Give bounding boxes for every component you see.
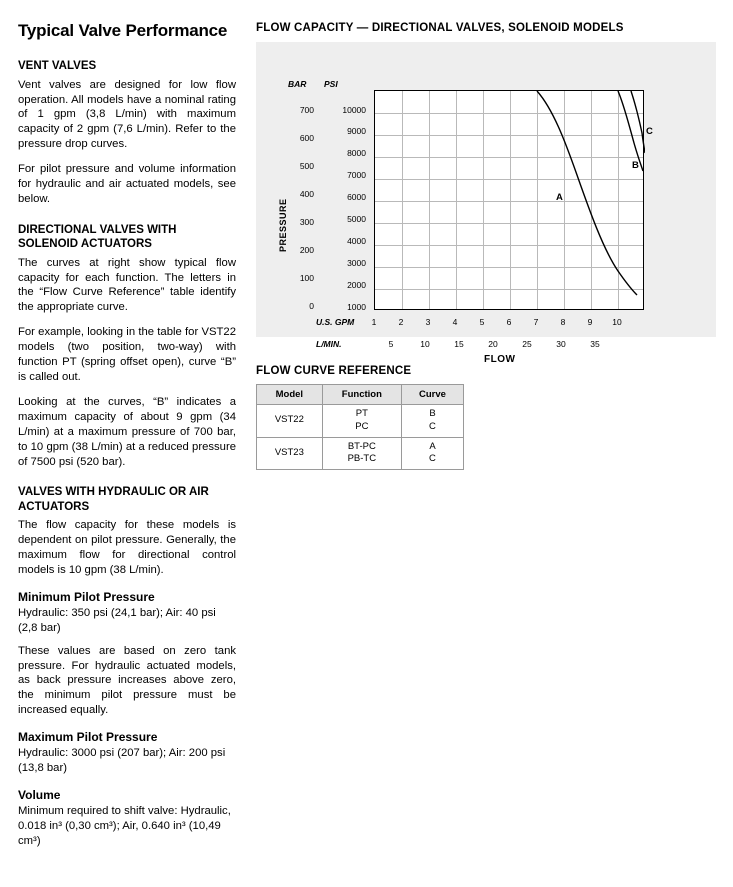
paragraph-vent-2: For pilot pressure and volume information for hydraulic and air actuated models, see below. xyxy=(18,163,236,205)
subheading-volume: Volume xyxy=(18,787,61,802)
table-row xyxy=(257,405,464,438)
flow-curve-reference-table xyxy=(256,384,464,470)
bar-tick-100: 100 xyxy=(299,273,314,283)
table-row xyxy=(257,437,464,470)
psi-tick-9000: 9000 xyxy=(347,126,366,136)
curve-c xyxy=(631,91,645,153)
psi-tick-8000: 8000 xyxy=(347,148,366,158)
curve-label-a: A xyxy=(556,192,563,203)
max-pilot-values: Hydraulic: 3000 psi (207 bar); Air: 200 psi (13,8 bar) xyxy=(18,747,226,775)
curve-b xyxy=(618,91,643,171)
lmin-tick-25: 25 xyxy=(522,339,532,349)
flow-capacity-chart xyxy=(256,42,716,365)
gpm-tick-8: 8 xyxy=(560,317,566,327)
right-column xyxy=(256,22,716,470)
lmin-tick-5: 5 xyxy=(388,339,394,349)
table-header-row xyxy=(257,385,464,405)
plot-area xyxy=(374,90,644,310)
lmin-tick-10: 10 xyxy=(420,339,430,349)
bar-tick-0: 0 xyxy=(309,301,314,311)
axis-unit-bar: BAR xyxy=(288,79,307,89)
bar-tick-200: 200 xyxy=(299,245,314,255)
gpm-tick-10: 10 xyxy=(612,317,622,327)
curve-svg xyxy=(375,91,645,311)
y-axis-label: PRESSURE xyxy=(278,198,288,252)
curve-line: A xyxy=(429,440,436,452)
bar-tick-600: 600 xyxy=(299,133,314,143)
gpm-tick-3: 3 xyxy=(425,317,431,327)
gpm-tick-6: 6 xyxy=(506,317,512,327)
psi-tick-3000: 3000 xyxy=(347,258,366,268)
curve-label-c: C xyxy=(646,126,653,137)
lmin-tick-30: 30 xyxy=(556,339,566,349)
paragraph-directional-1: The curves at right show typical flow capacity for each function. The letters in the “Flow Curve Reference” table identify the appropriate curve. xyxy=(18,256,236,314)
function-line: PC xyxy=(355,420,369,432)
lmin-tick-20: 20 xyxy=(488,339,498,349)
lmin-tick-35: 35 xyxy=(590,339,600,349)
paragraph-hydraulic-1: The flow capacity for these models is dependent on pilot pressure. Generally, the maximum flow for directional control models is 10 gpm (38 L/min). xyxy=(18,519,236,576)
chart-title: FLOW CAPACITY — DIRECTIONAL VALVES, SOLENOID MODELS xyxy=(256,22,624,34)
psi-tick-7000: 7000 xyxy=(347,170,366,180)
function-line: BT-PC xyxy=(347,440,376,452)
section-heading-vent-valves: VENT VALVES xyxy=(18,60,97,73)
col-header-model: Model xyxy=(257,385,323,405)
gpm-tick-4: 4 xyxy=(452,317,458,327)
volume-values: Minimum required to shift valve: Hydraulic, 0.018 in³ (0,30 cm³); Air, 0.640 in³ (10,49 cm³) xyxy=(18,804,231,847)
curve-line: C xyxy=(429,420,436,432)
psi-tick-10000: 10000 xyxy=(342,105,366,115)
bar-tick-300: 300 xyxy=(299,217,314,227)
paragraph-directional-3: Looking at the curves, “B” indicates a maximum capacity of about 9 gpm (34 L/min) at a maximum pressure of 700 bar, to 10 gpm (38 L/min) at a reduced pressure of 7500 psi (520 bar). xyxy=(18,395,236,468)
x-row-label-gpm: U.S. GPM xyxy=(316,317,355,327)
col-header-curve: Curve xyxy=(401,385,463,405)
subheading-min-pilot-pressure: Minimum Pilot Pressure xyxy=(18,589,155,604)
psi-tick-2000: 2000 xyxy=(347,280,366,290)
bar-tick-400: 400 xyxy=(299,189,314,199)
section-heading-hydraulic-air: VALVES WITH HYDRAULIC OR AIR ACTUATORS xyxy=(18,486,209,513)
cell-model-vst23: VST23 xyxy=(257,437,323,470)
curve-line: B xyxy=(429,408,436,419)
bar-tick-700: 700 xyxy=(299,105,314,115)
x-row-label-lmin: L/MIN. xyxy=(316,339,342,349)
function-line: PB-TC xyxy=(347,453,377,465)
cell-model-vst22: VST22 xyxy=(257,405,323,438)
lmin-tick-15: 15 xyxy=(454,339,464,349)
function-line: PT xyxy=(355,408,368,419)
min-pilot-values: Hydraulic: 350 psi (24,1 bar); Air: 40 psi (2,8 bar) xyxy=(18,606,216,634)
left-column xyxy=(18,20,236,857)
gpm-tick-5: 5 xyxy=(479,317,485,327)
paragraph-directional-2: For example, looking in the table for VST22 models (two position, two-way) with function PT (spring offset open), curve “B” is called out. xyxy=(18,326,236,383)
reference-table-title: FLOW CURVE REFERENCE xyxy=(256,365,412,377)
curve-label-b: B xyxy=(632,160,639,171)
section-heading-directional-valves: DIRECTIONAL VALVES WITH SOLENOID ACTUATORS xyxy=(18,223,177,251)
gpm-tick-9: 9 xyxy=(587,317,593,327)
psi-tick-4000: 4000 xyxy=(347,236,366,246)
cell-function-vst22 xyxy=(322,405,401,438)
axis-unit-psi: PSI xyxy=(324,79,338,89)
page-title: Typical Valve Performance xyxy=(18,21,228,40)
psi-tick-6000: 6000 xyxy=(347,192,366,202)
gpm-tick-7: 7 xyxy=(533,317,539,327)
gpm-tick-2: 2 xyxy=(398,317,404,327)
min-pilot-note: These values are based on zero tank pressure. For hydraulic actuated models, as back pressure increases above zero, the minimum pilot pressure must be increased equally. xyxy=(18,644,236,717)
cell-curve-vst23 xyxy=(401,437,463,470)
cell-curve-vst22 xyxy=(401,405,463,438)
paragraph-vent-1: Vent valves are designed for low flow operation. All models have a nominal rating of 1 gpm (3,8 L/min) with maximum capacity of 2 gpm (7,6 L/min). Refer to the pressure drop curves. xyxy=(18,78,236,151)
curve-a xyxy=(537,91,637,295)
x-axis-label: FLOW xyxy=(484,354,516,365)
psi-tick-1000: 1000 xyxy=(347,302,366,312)
curve-line: C xyxy=(429,453,436,465)
bar-tick-500: 500 xyxy=(299,161,314,171)
cell-function-vst23 xyxy=(322,437,401,470)
col-header-function: Function xyxy=(322,385,401,405)
psi-tick-5000: 5000 xyxy=(347,214,366,224)
subheading-max-pilot-pressure: Maximum Pilot Pressure xyxy=(18,730,158,745)
gpm-tick-1: 1 xyxy=(371,317,377,327)
